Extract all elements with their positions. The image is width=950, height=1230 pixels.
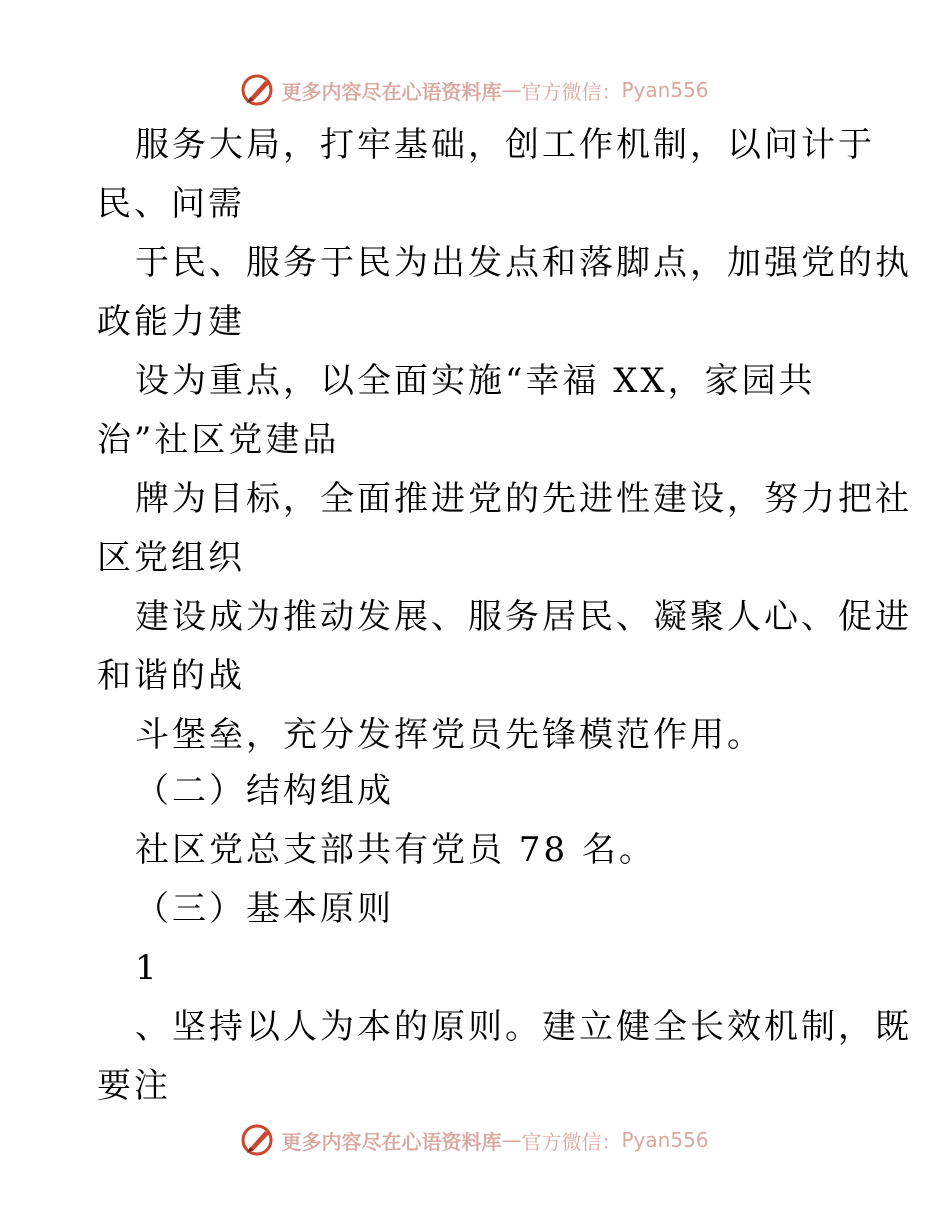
banner-wechat-label: 官方微信：: [521, 1129, 622, 1154]
pen-logo-icon: [241, 73, 275, 107]
list-number: 1: [135, 948, 160, 988]
banner-site-text: 更多内容尽在心语资料库: [281, 1129, 502, 1154]
body-line: 治”社区党建品: [97, 420, 340, 460]
body-line: 要注: [97, 1066, 171, 1106]
body-line: 建设成为推动发展、服务居民、凝聚人心、促进: [135, 597, 912, 637]
body-line: 、坚持以人为本的原则。建立健全长效机制，既: [135, 1007, 912, 1047]
banner-wechat-id: Pyan556: [621, 78, 709, 102]
footer-banner: [0, 1120, 950, 1160]
banner-separator: —: [501, 1128, 522, 1152]
body-line: 服务大局，打牢基础，创工作机制，以问计于: [135, 125, 875, 165]
banner-site-text: 更多内容尽在心语资料库: [281, 79, 502, 104]
body-line: 区党组织: [97, 538, 245, 578]
body-line: 社区党总支部共有党员 78 名。: [135, 830, 656, 870]
section-heading: （二）结构组成: [135, 771, 394, 811]
body-line: 于民、服务于民为出发点和落脚点，加强党的执: [135, 243, 912, 283]
body-line: 民、问需: [97, 184, 245, 224]
body-line: 设为重点，以全面实施“幸福 XX，家园共: [135, 361, 816, 401]
banner-wechat-id: Pyan556: [621, 1128, 709, 1152]
body-line: 牌为目标，全面推进党的先进性建设，努力把社: [135, 479, 912, 519]
body-line: 和谐的战: [97, 656, 245, 696]
body-line: 政能力建: [97, 302, 245, 342]
banner-separator: —: [501, 78, 522, 102]
header-banner: [0, 70, 950, 110]
pen-logo-icon: [241, 1123, 275, 1157]
banner-wechat-label: 官方微信：: [521, 79, 622, 104]
section-heading: （三）基本原则: [135, 889, 394, 929]
body-line: 斗堡垒，充分发挥党员先锋模范作用。: [135, 715, 764, 755]
